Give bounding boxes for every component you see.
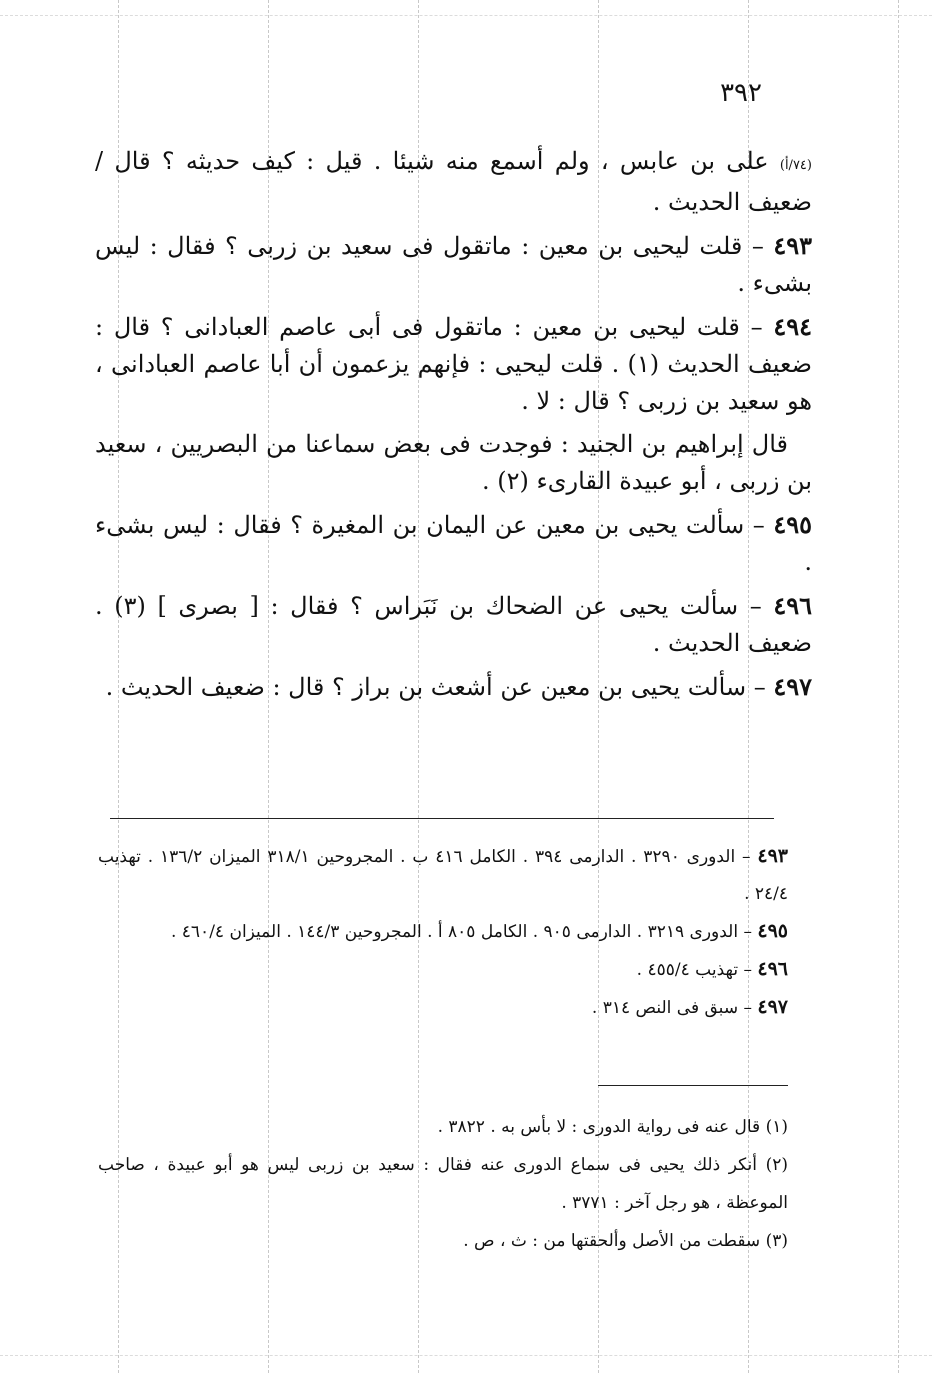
- reference-text: – الدورى ٣٢٩٠ . الدارمى ٣٩٤ . الكامل ٤١٦ ب . المجروحين ٣١٨/١ الميزان ١٣٦/٢ . تهذيب ٢٤/٤ .: [98, 847, 788, 904]
- page-number: ٣٩٢: [720, 78, 762, 108]
- paragraph-continuation: [95, 143, 812, 221]
- references-separator: [110, 818, 774, 819]
- reference-number: ٤٩٦: [757, 958, 788, 980]
- entry-493: [95, 227, 812, 302]
- reference-497: [98, 989, 788, 1027]
- footnote-3: (٣) سقطت من الأصل وألحقتها من : ث ، ص .: [463, 1231, 788, 1251]
- entry-497: [95, 668, 812, 706]
- entry-text: – سألت يحيى عن الضحاك بن نَبَراس ؟ فقال : [ بصرى ] (٣) . ضعيف الحديث .: [95, 592, 812, 657]
- entry-text: – سألت يحيى بن معين عن اليمان بن المغيرة ؟ فقال : ليس بشىء .: [95, 511, 812, 576]
- scan-guide-line: [898, 0, 899, 1373]
- entry-text: – سألت يحيى بن معين عن أشعث بن براز ؟ قال : ضعيف الحديث .: [105, 673, 774, 701]
- reference-number: ٤٩٥: [757, 920, 788, 942]
- entry-text: – قلت ليحيى بن معين : ماتقول فى أبى عاصم العبادانى ؟ قال : ضعيف الحديث (١) . قلت ليحيى : فإنهم يزعمون أن أبا عاصم العبادانى ، هو سعيد بن زربى ؟ قال : لا .: [95, 313, 813, 415]
- paragraph-text: على بن عابس ، ولم أسمع منه شيئا . قيل : كيف حديثه ؟ قال / ضعيف الحديث .: [95, 147, 812, 216]
- entry-number: ٤٩٦: [773, 591, 812, 620]
- reference-text: – سبق فى النص ٣١٤ .: [591, 998, 758, 1018]
- paragraph-text: قال إبراهيم بن الجنيد : فوجدت فى بعض سماعنا من البصريين ، سعيد بن زربى ، أبو عبيدة القارىء (٢) .: [95, 430, 812, 495]
- paragraph-note: [95, 426, 812, 500]
- entry-494: [95, 308, 812, 420]
- scan-guide-line: [0, 15, 932, 16]
- footnote-1: (١) قال عنه فى رواية الدورى : لا بأس به . ٣٨٢٢ .: [437, 1117, 788, 1137]
- reference-number: ٤٩٣: [757, 845, 788, 867]
- reference-text: – الدورى ٣٢١٩ . الدارمى ٩٠٥ . الكامل ٨٠٥ أ . المجروحين ١٤٤/٣ . الميزان ٤٦٠/٤ .: [170, 922, 758, 942]
- reference-493: [98, 838, 788, 913]
- footnote-2: (٢) أنكر ذلك يحيى فى سماع الدورى عنه فقال : سعيد بن زربى ليس هو أبو عبيدة ، صاحب الموعظة ، هو رجل آخر : ٣٧٧١ .: [98, 1155, 788, 1213]
- references-block: [98, 838, 788, 1027]
- reference-495: [98, 913, 788, 951]
- footnotes-block: [98, 1108, 788, 1260]
- footnotes-separator: [598, 1085, 788, 1086]
- entry-number: ٤٩٧: [773, 672, 812, 701]
- entry-number: ٤٩٥: [773, 510, 812, 539]
- entry-496: [95, 587, 812, 662]
- entry-number: ٤٩٣: [773, 231, 812, 260]
- main-text-block: [95, 143, 812, 706]
- reference-496: [98, 951, 788, 989]
- reference-number: ٤٩٧: [757, 996, 788, 1018]
- reference-text: – تهذيب ٤٥٥/٤ .: [636, 960, 758, 980]
- entry-number: ٤٩٤: [773, 312, 812, 341]
- entry-text: – قلت ليحيى بن معين : ماتقول فى سعيد بن زربى ؟ فقال : ليس بشىء .: [95, 232, 812, 297]
- entry-495: [95, 506, 812, 581]
- manuscript-folio-marker: (٧٤/أ): [779, 158, 812, 173]
- scan-guide-line: [0, 1355, 932, 1356]
